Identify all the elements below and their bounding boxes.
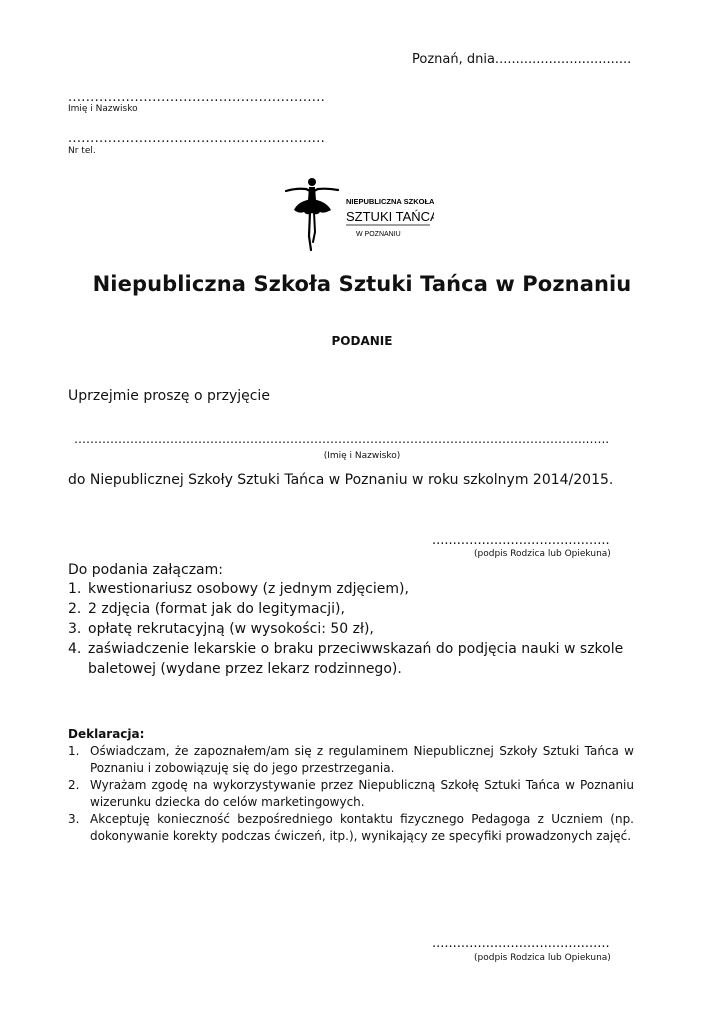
attachments-title: Do podania załączam: <box>68 562 223 578</box>
list-item: 4. zaświadczenie lekarskie o braku przeciwwskazań do podjęcia nauki w szkole baletowej (wydane przez lekarz rodzinnego). <box>68 641 624 677</box>
list-item: 2. Wyrażam zgodę na wykorzystywanie przez Niepubliczną Szkołę Sztuki Tańca w Poznaniu wizerunku dziecka do celów marketingowych. <box>68 778 634 809</box>
declaration-title: Deklaracja: <box>68 727 145 741</box>
logo-line2: SZTUKI TAŃCA <box>346 209 434 224</box>
student-name-fill-line: ………………………………………………………………………………………………………………...….. <box>74 432 610 446</box>
list-item: 1. Oświadczam, że zapoznałem/am się z regulaminem Niepublicznej Szkoły Sztuki Tańca w Poznaniu i zobowiązuję się do jego przestrzegania. <box>68 744 634 775</box>
applicant-name-dots: .......................................................... <box>68 90 326 105</box>
list-item: 1. kwestionariusz osobowy (z jednym zdjęciem), <box>68 581 409 597</box>
signature-dots: ........................................... <box>432 533 610 548</box>
ballerina-icon <box>284 174 434 254</box>
request-text: Uprzejmie proszę o przyjęcie <box>68 388 270 404</box>
list-item: 3. opłatę rekrutacyjną (w wysokości: 50 zł), <box>68 621 374 637</box>
school-title: Niepubliczna Szkoła Sztuki Tańca w Poznaniu <box>92 272 632 296</box>
school-logo <box>284 174 434 254</box>
phone-label: Nr tel. <box>68 146 96 156</box>
phone-dots: .......................................................... <box>68 131 326 146</box>
place-date-line: Poznań, dnia................................. <box>412 52 632 67</box>
signature-caption: (podpis Rodzica lub Opiekuna) <box>474 953 611 963</box>
list-item: 3. Akceptuję konieczność bezpośredniego kontaktu fizycznego Pedagoga z Uczniem (np. dokonywanie korekty podczas ćwiczeń, itp.), wynikający ze specyfiki prowadzonych zajęć. <box>68 812 634 843</box>
declaration-list <box>68 743 634 845</box>
signature-caption: (podpis Rodzica lub Opiekuna) <box>474 549 611 559</box>
applicant-name-label: Imię i Nazwisko <box>68 104 138 114</box>
attachments-list <box>68 579 628 679</box>
list-item: 2. 2 zdjęcia (format jak do legitymacji), <box>68 601 345 617</box>
logo-line3: W POZNANIU <box>356 231 401 238</box>
document-type: PODANIE <box>331 334 393 348</box>
signature-dots: ........................................... <box>432 936 610 951</box>
school-year-text: do Niepublicznej Szkoły Sztuki Tańca w Poznaniu w roku szkolnym 2014/2015. <box>68 472 614 488</box>
logo-line1: NIEPUBLICZNA SZKOŁA <box>346 197 434 206</box>
student-name-caption: (Imię i Nazwisko) <box>323 451 401 461</box>
